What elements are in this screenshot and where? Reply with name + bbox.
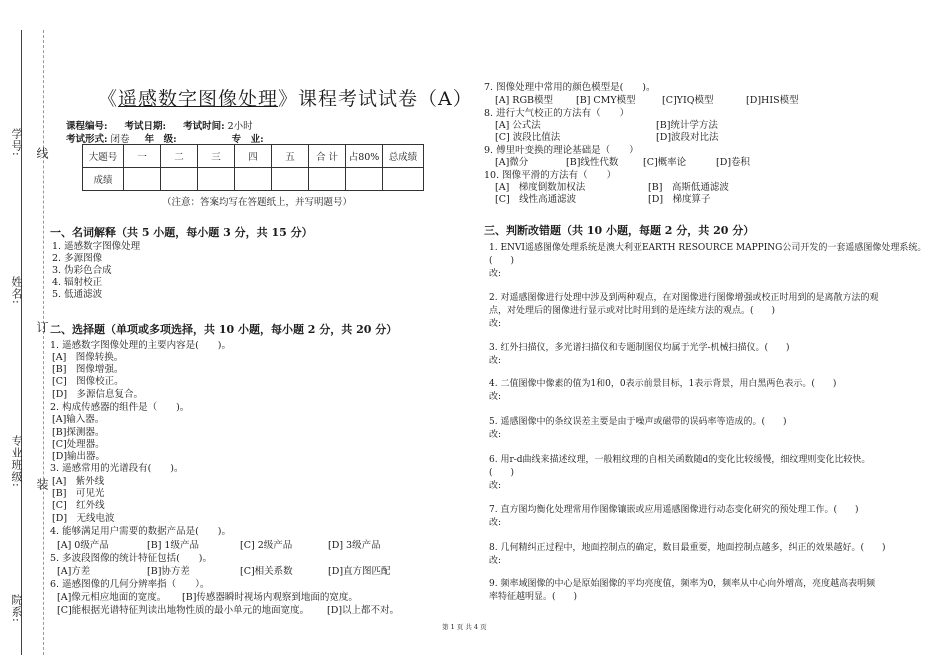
score-cell — [161, 168, 198, 191]
score-head-cell: 占80% — [346, 145, 383, 168]
section1-heading: 一、名词解释（共 5 小题，每小题 3 分，共 15 分） — [50, 226, 313, 239]
option: [C]处理器。 — [52, 439, 105, 450]
option: [B] 1级产品 — [147, 540, 199, 551]
score-cell — [235, 168, 272, 191]
option: [D] 无线电波 — [52, 513, 115, 524]
option: [A] 图像转换。 — [52, 352, 124, 363]
option: [C]能根据光谱特征判读出地物性质的最小单元的地面宽度。 — [57, 605, 310, 616]
judgement-item: 9. 频率域图像的中心是原始图像的平均亮度值，频率为0，频率从中心向外增高，亮度越高表明频 — [489, 579, 876, 589]
option: [C] 红外线 — [52, 500, 105, 511]
score-cell — [309, 168, 346, 191]
option: [D]直方图匹配 — [328, 566, 391, 577]
option: [C] 2级产品 — [240, 540, 293, 551]
option: [A]输入器。 — [52, 414, 105, 425]
exam-note: （注意：答案均写在答题纸上，并写明题号） — [162, 197, 353, 208]
score-cell — [198, 168, 235, 191]
option: [C]相关系数 — [240, 566, 293, 577]
correction-label: 改: — [489, 392, 502, 402]
page-footer: 第 1 页 共 4 页 — [442, 623, 487, 631]
judgement-item: 4. 二值图像中像素的值为1和0，0表示前景目标，1表示背景，用白黑两色表示。( ) — [489, 379, 837, 389]
question-stem: 5. 多波段图像的统计特征包括( )。 — [50, 553, 212, 564]
score-head-cell: 一 — [124, 145, 161, 168]
option: [B] 可见光 — [52, 488, 105, 499]
exam-time-value: 2小时 — [227, 121, 253, 132]
course-code-label: 课程编号: — [66, 121, 108, 132]
term-item: 1. 遥感数字图像处理 — [52, 241, 141, 252]
exam-time-label: 考试时间: — [183, 121, 225, 132]
judgement-item: 2. 对遥感图像进行处理中涉及到两种观点，在对图像进行图像增强或校正时用到的是离散方法的观 — [489, 293, 879, 303]
question-stem: 10. 图像平滑的方法有（ ） — [484, 170, 617, 181]
score-header-row — [83, 145, 424, 168]
exam-form-value: 闭卷 — [110, 134, 130, 145]
score-row-label: 成绩 — [83, 168, 124, 191]
section3-heading: 三、判断改错题（共 10 小题，每题 2 分，共 20 分） — [484, 224, 755, 237]
option: [A] 梯度倒数加权法 — [495, 182, 586, 193]
score-head-cell: 合 计 — [309, 145, 346, 168]
option: [D]波段对比法 — [656, 132, 719, 143]
score-cell — [272, 168, 309, 191]
section2-heading: 二、选择题（单项或多项选择，共 10 小题，每小题 2 分，共 20 分） — [50, 323, 398, 336]
option: [A]像元相应地面的宽度。 — [57, 592, 167, 603]
judgement-item: 率特征越明显。( ) — [489, 592, 578, 602]
question-stem: 6. 遥感图像的几何分辨率指（ ）。 — [50, 579, 210, 590]
judgement-item: 点，对处理后的图像进行显示或对比时用到的是连续方法的观点。( ) — [489, 306, 776, 316]
judgement-item: ( ) — [489, 468, 515, 478]
department-label: 院系: — [10, 594, 23, 623]
option: [D] 多源信息复合。 — [52, 389, 144, 400]
option: [B]传感器瞬时视场内观察到地面的宽度。 — [182, 592, 358, 603]
score-head-cell: 二 — [161, 145, 198, 168]
option: [A] RGB模型 — [495, 95, 554, 106]
judgement-item: 1. ENVI遥感图像处理系统是澳大利亚EARTH RESOURCE MAPPING公司开发的一套遥感图像处理系统。 — [489, 243, 927, 253]
score-cell — [383, 168, 424, 191]
option: [D]卷积 — [716, 157, 751, 168]
option: [A] 公式法 — [495, 120, 541, 131]
question-stem: 8. 进行大气校正的方法有（ ） — [484, 108, 630, 119]
option: [C] 波段比值法 — [495, 132, 561, 143]
meta-row-2 — [66, 131, 264, 145]
student-no-label: 学号: — [10, 128, 23, 157]
term-item: 3. 伪彩色合成 — [52, 265, 112, 276]
meta-row-1 — [66, 118, 253, 132]
exam-date-label: 考试日期: — [124, 121, 167, 132]
score-head-cell: 四 — [235, 145, 272, 168]
correction-label: 改: — [489, 430, 502, 440]
correction-label: 改: — [489, 518, 502, 528]
question-stem: 3. 遥感常用的光谱段有( )。 — [50, 463, 184, 474]
option: [C] 线性高通滤波 — [495, 194, 577, 205]
question-stem: 9. 傅里叶变换的理论基础是（ ） — [484, 145, 639, 156]
binding-line-inner — [43, 30, 44, 655]
score-table — [82, 144, 424, 191]
grade-label: 年 级: — [144, 134, 177, 145]
score-value-row — [83, 168, 424, 191]
judgement-item: 6. 用r-d曲线来描述纹理，一般粗纹理的自相关函数随d的变化比较缓慢，细纹理则变化比较快。 — [489, 455, 871, 465]
bind-mark: 装 — [35, 478, 49, 491]
correction-label: 改: — [489, 319, 502, 329]
option: [B]线性代数 — [566, 157, 619, 168]
option: [B] CMY模型 — [576, 95, 636, 106]
option: [B]探测器。 — [52, 427, 105, 438]
judgement-item: 8. 几何精纠正过程中，地面控制点的确定，数目最重要，地面控制点越多，纠正的效果越好。( ) — [489, 543, 886, 553]
option: [D]以上都不对。 — [327, 605, 400, 616]
option: [C]YIQ模型 — [662, 95, 714, 106]
option: [B] 高斯低通滤波 — [648, 182, 729, 193]
option: [D]输出器。 — [52, 451, 106, 462]
score-head-cell: 三 — [198, 145, 235, 168]
name-label: 姓名: — [10, 276, 23, 305]
score-head-cell: 大题号 — [83, 145, 124, 168]
exam-form-label: 考试形式: — [66, 134, 108, 145]
correction-label: 改: — [489, 269, 502, 279]
line-mark: 线 — [35, 147, 49, 160]
option: [B]统计学方法 — [656, 120, 718, 131]
judgement-item: 5. 遥感图像中的条纹误差主要是由于噪声或磁带的误码率等造成的。( ) — [489, 417, 787, 427]
option: [D] 梯度算子 — [648, 194, 711, 205]
judgement-item: 7. 直方图均衡化处理常用作图像镶嵌或应用遥感图像进行动态变化研究的预处理工作。( ) — [489, 505, 859, 515]
term-item: 4. 辐射校正 — [52, 277, 103, 288]
option: [D]HIS模型 — [746, 95, 799, 106]
option: [A] 0级产品 — [57, 540, 109, 551]
term-item: 2. 多源图像 — [52, 253, 103, 264]
question-stem: 2. 构成传感器的组件是（ )。 — [50, 402, 190, 413]
option: [C]概率论 — [643, 157, 687, 168]
exam-title: 《遥感数字图像处理》课程考试试卷（A） — [98, 88, 473, 110]
score-cell — [346, 168, 383, 191]
term-item: 5. 低通滤波 — [52, 289, 103, 300]
score-head-cell: 五 — [272, 145, 309, 168]
correction-label: 改: — [489, 556, 502, 566]
question-stem: 4. 能够满足用户需要的数据产品是( )。 — [50, 526, 231, 537]
judgement-item: 3. 红外扫描仪，多光谱扫描仪和专题制图仪均属于光学-机械扫描仪。( ) — [489, 343, 790, 353]
major-class-label: 专业班级: — [10, 435, 23, 488]
score-cell — [124, 168, 161, 191]
correction-label: 改: — [489, 481, 502, 491]
option: [A]方差 — [57, 566, 91, 577]
option: [B] 图像增强。 — [52, 364, 124, 375]
option: [B]协方差 — [147, 566, 190, 577]
judgement-item: ( ) — [489, 256, 515, 266]
option: [D] 3级产品 — [328, 540, 381, 551]
option: [A] 紫外线 — [52, 476, 105, 487]
major-label: 专 业: — [231, 134, 264, 145]
seal-mark: 订 — [35, 321, 49, 334]
question-stem: 1. 遥感数字图像处理的主要内容是( )。 — [50, 340, 231, 351]
option: [C] 图像校正。 — [52, 376, 124, 387]
course-name: 遥感数字图像处理 — [118, 88, 279, 110]
binding-line — [21, 30, 22, 655]
option: [A]微分 — [495, 157, 529, 168]
question-stem: 7. 图像处理中常用的颜色模型是( )。 — [484, 82, 656, 93]
correction-label: 改: — [489, 356, 502, 366]
score-head-cell: 总成绩 — [383, 145, 424, 168]
